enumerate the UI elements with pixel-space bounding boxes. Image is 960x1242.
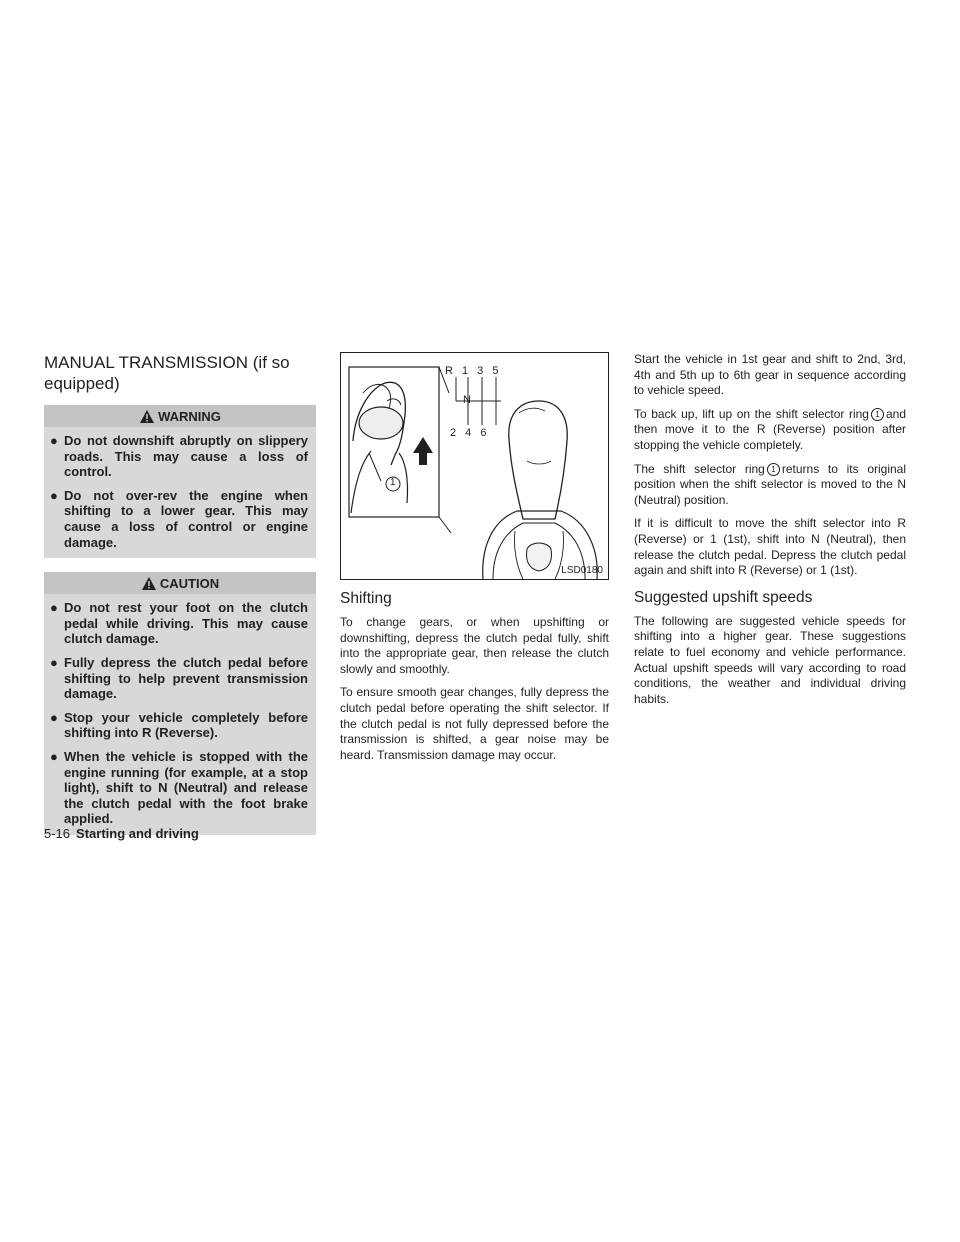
warning-box (44, 405, 316, 558)
callout-number-icon: 1 (767, 463, 780, 476)
caution-header (44, 572, 316, 594)
caution-icon (141, 576, 157, 591)
list-item: ● Do not downshift abruptly on slippery roads. This may cause a loss of control. (50, 433, 308, 480)
figure-code: LSD0180 (561, 565, 603, 576)
warning-label: WARNING (158, 408, 221, 424)
paragraph: To change gears, or when upshifting or downshifting, depress the clutch pedal fully, shift into the appropriate gear, then release the clutch slowly and smoothly. (340, 615, 609, 676)
section-title: MANUAL TRANSMISSION (if so equipped) (44, 353, 290, 393)
chapter-title: Starting and driving (76, 826, 199, 841)
list-item: ● Do not rest your foot on the clutch pedal while driving. This may cause clutch damage. (50, 600, 308, 647)
gear-shift-illustration (341, 353, 608, 579)
callout-number-icon: 1 (871, 408, 884, 421)
page-footer (44, 826, 199, 841)
shift-pattern-top: R 1 3 5 (445, 365, 502, 377)
paragraph: The shift selector ring 1 returns to its original position when the shift selector is moved to the N (Neutral) position. (634, 461, 907, 507)
warning-icon (139, 409, 155, 424)
list-item: ● Stop your vehicle completely before shifting into R (Reverse). (50, 709, 308, 741)
page-number: 5-16 (44, 826, 71, 841)
list-item: ● Do not over-rev the engine when shifting to a lower gear. This may cause a loss of control or engine damage. (50, 487, 308, 550)
warning-header (44, 405, 316, 427)
caution-list (44, 594, 316, 835)
paragraph: The following are suggested vehicle speeds for shifting into a higher gear. These suggestions relate to fuel economy and vehicle performance. Actual upshift speeds will vary according to road conditions, the weather and individual driving habits. (634, 613, 906, 706)
paragraph: Start the vehicle in 1st gear and shift to 2nd, 3rd, 4th and 5th up to 6th gear in sequence according to vehicle speed. (634, 352, 906, 398)
middle-column (340, 352, 609, 771)
shift-pattern-neutral: N (463, 394, 471, 406)
caution-box (44, 572, 316, 835)
right-column (634, 352, 906, 715)
paragraph: To back up, lift up on the shift selector ring 1 and then move it to the R (Reverse) position after stopping the vehicle completely. (634, 406, 906, 452)
callout-number: 1 (390, 477, 396, 488)
left-column (44, 352, 316, 849)
shifting-heading: Shifting (340, 590, 392, 607)
list-item: ● Fully depress the clutch pedal before shifting to help prevent transmission damage. (50, 654, 308, 702)
upshift-heading: Suggested upshift speeds (634, 588, 813, 606)
paragraph: If it is difficult to move the shift selector into R (Reverse) or 1 (1st), shift into N (Neutral), then release the clutch pedal. Depress the clutch pedal again and shift into R (Reverse) or 1 (1st). (634, 516, 906, 578)
list-item: ● When the vehicle is stopped with the engine running (for example, at a stop light), shift to N (Neutral) and release the clutch pedal with the foot brake applied. (50, 748, 308, 827)
shift-pattern-bottom: 2 4 6 (450, 427, 490, 439)
paragraph: To ensure smooth gear changes, fully depress the clutch pedal before operating the shift selector. If the clutch pedal is not fully depressed before the transmission is shifted, a gear noise may be heard. Transmission damage may occur. (340, 685, 609, 762)
gear-shift-figure (340, 352, 609, 580)
warning-list (44, 427, 316, 558)
caution-label: CAUTION (159, 575, 220, 591)
